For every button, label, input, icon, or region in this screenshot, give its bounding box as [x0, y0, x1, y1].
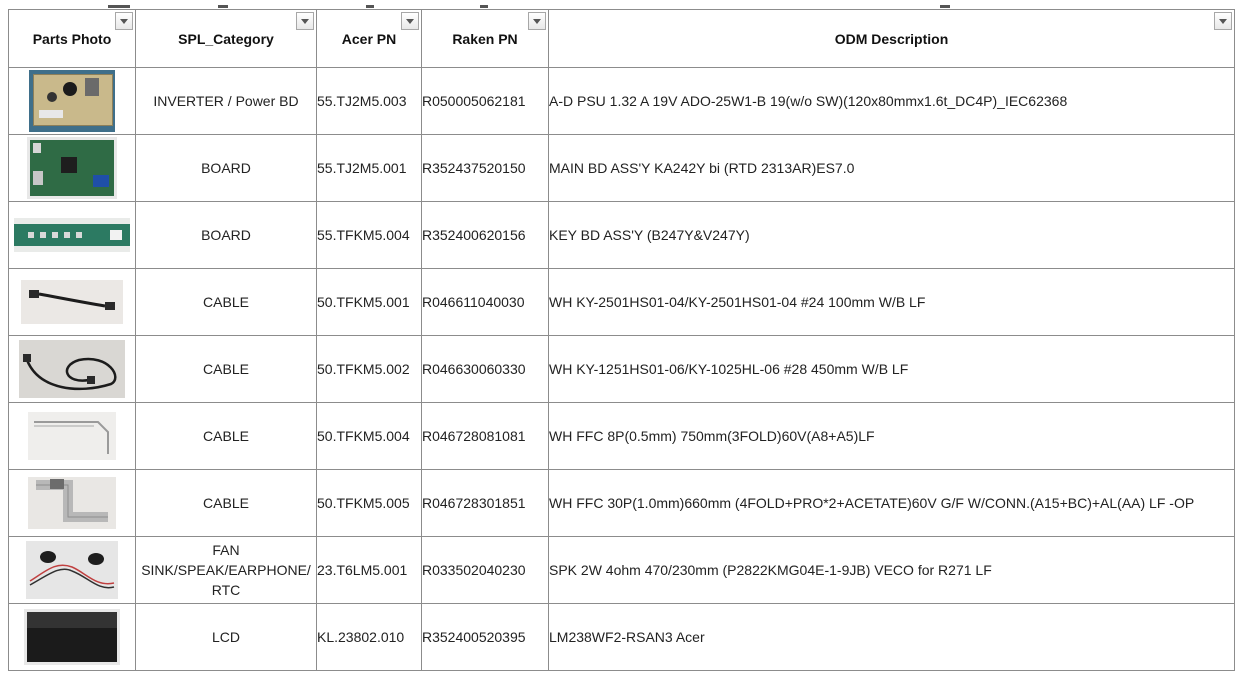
header-spl-category-label: SPL_Category [178, 30, 274, 47]
header-spl-category [136, 10, 317, 68]
acer-pn-cell[interactable]: 50.TFKM5.005 [317, 470, 422, 537]
chevron-down-icon [406, 19, 414, 24]
table-row[interactable] [9, 470, 1235, 537]
acer-pn-cell[interactable]: KL.23802.010 [317, 604, 422, 671]
cable-photo-icon [19, 340, 125, 398]
filter-dropdown-acer-pn[interactable] [401, 12, 419, 30]
lcd-panel-photo-icon [24, 609, 120, 665]
category-cell[interactable] [136, 537, 317, 604]
speaker-photo-icon [26, 541, 118, 599]
category-cell[interactable]: INVERTER / Power BD [136, 68, 317, 135]
raken-pn-cell[interactable]: R046728081081 [422, 403, 549, 470]
description-cell[interactable]: WH FFC 30P(1.0mm)660mm (4FOLD+PRO*2+ACETATE)60V G/F W/CONN.(A15+BC)+AL(AA) LF -OP [549, 470, 1235, 537]
header-raken-pn [422, 10, 549, 68]
category-cell[interactable]: LCD [136, 604, 317, 671]
table-row[interactable] [9, 68, 1235, 135]
header-odm-description [549, 10, 1235, 68]
description-cell[interactable]: SPK 2W 4ohm 470/230mm (P2822KMG04E-1-9JB) VECO for R271 LF [549, 537, 1235, 604]
category-cell[interactable]: CABLE [136, 336, 317, 403]
table-row[interactable] [9, 269, 1235, 336]
chevron-down-icon [533, 19, 541, 24]
description-cell[interactable]: A-D PSU 1.32 A 19V ADO-25W1-B 19(w/o SW)(120x80mmx1.6t_DC4P)_IEC62368 [549, 68, 1235, 135]
photo-cell[interactable] [9, 135, 136, 202]
photo-cell[interactable] [9, 403, 136, 470]
header-raken-pn-label: Raken PN [452, 30, 518, 47]
raken-pn-cell[interactable]: R046611040030 [422, 269, 549, 336]
ffc-cable-photo-icon [28, 477, 116, 529]
photo-cell[interactable] [9, 336, 136, 403]
photo-cell[interactable] [9, 470, 136, 537]
acer-pn-cell[interactable]: 50.TFKM5.002 [317, 336, 422, 403]
description-cell[interactable]: WH FFC 8P(0.5mm) 750mm(3FOLD)60V(A8+A5)LF [549, 403, 1235, 470]
power-board-photo-icon [29, 70, 115, 132]
acer-pn-cell[interactable]: 55.TFKM5.004 [317, 202, 422, 269]
acer-pn-cell[interactable]: 50.TFKM5.004 [317, 403, 422, 470]
description-cell[interactable]: WH KY-1251HS01-06/KY-1025HL-06 #28 450mm W/B LF [549, 336, 1235, 403]
category-line: FAN [212, 542, 240, 558]
category-cell[interactable]: CABLE [136, 403, 317, 470]
table-row[interactable] [9, 135, 1235, 202]
table-row[interactable] [9, 336, 1235, 403]
photo-cell[interactable] [9, 202, 136, 269]
filter-dropdown-spl-category[interactable] [296, 12, 314, 30]
photo-cell[interactable] [9, 269, 136, 336]
category-cell[interactable]: BOARD [136, 135, 317, 202]
photo-cell[interactable] [9, 604, 136, 671]
raken-pn-cell[interactable]: R050005062181 [422, 68, 549, 135]
category-cell[interactable]: CABLE [136, 269, 317, 336]
chevron-down-icon [1219, 19, 1227, 24]
raken-pn-cell[interactable]: R352400620156 [422, 202, 549, 269]
chevron-down-icon [301, 19, 309, 24]
description-cell[interactable]: WH KY-2501HS01-04/KY-2501HS01-04 #24 100mm W/B LF [549, 269, 1235, 336]
description-cell[interactable]: KEY BD ASS'Y (B247Y&V247Y) [549, 202, 1235, 269]
acer-pn-cell[interactable]: 55.TJ2M5.003 [317, 68, 422, 135]
parts-table [8, 9, 1235, 671]
photo-cell[interactable] [9, 68, 136, 135]
photo-cell[interactable] [9, 537, 136, 604]
raken-pn-cell[interactable]: R046728301851 [422, 470, 549, 537]
filter-dropdown-raken-pn[interactable] [528, 12, 546, 30]
acer-pn-cell[interactable]: 50.TFKM5.001 [317, 269, 422, 336]
acer-pn-cell[interactable]: 55.TJ2M5.001 [317, 135, 422, 202]
raken-pn-cell[interactable]: R352437520150 [422, 135, 549, 202]
main-board-photo-icon [27, 137, 117, 199]
header-odm-description-label: ODM Description [834, 30, 949, 47]
filter-dropdown-parts-photo[interactable] [115, 12, 133, 30]
header-parts-photo [9, 10, 136, 68]
table-row[interactable] [9, 537, 1235, 604]
category-cell[interactable]: CABLE [136, 470, 317, 537]
raken-pn-cell[interactable]: R352400520395 [422, 604, 549, 671]
description-cell[interactable]: LM238WF2-RSAN3 Acer [549, 604, 1235, 671]
category-cell[interactable]: BOARD [136, 202, 317, 269]
chevron-down-icon [120, 19, 128, 24]
raken-pn-cell[interactable]: R033502040230 [422, 537, 549, 604]
cable-photo-icon [21, 280, 123, 324]
category-line: SINK/SPEAK/EARPHONE/ [141, 562, 311, 578]
category-line: RTC [211, 582, 241, 598]
key-board-photo-icon [14, 218, 130, 252]
ffc-cable-photo-icon [28, 412, 116, 460]
filter-dropdown-odm-description[interactable] [1214, 12, 1232, 30]
table-row[interactable] [9, 202, 1235, 269]
description-cell[interactable]: MAIN BD ASS'Y KA242Y bi (RTD 2313AR)ES7.0 [549, 135, 1235, 202]
header-parts-photo-label: Parts Photo [32, 30, 112, 47]
table-row[interactable] [9, 604, 1235, 671]
header-acer-pn-label: Acer PN [341, 30, 397, 47]
header-row [9, 10, 1235, 68]
table-row[interactable] [9, 403, 1235, 470]
raken-pn-cell[interactable]: R046630060330 [422, 336, 549, 403]
acer-pn-cell[interactable]: 23.T6LM5.001 [317, 537, 422, 604]
header-acer-pn [317, 10, 422, 68]
